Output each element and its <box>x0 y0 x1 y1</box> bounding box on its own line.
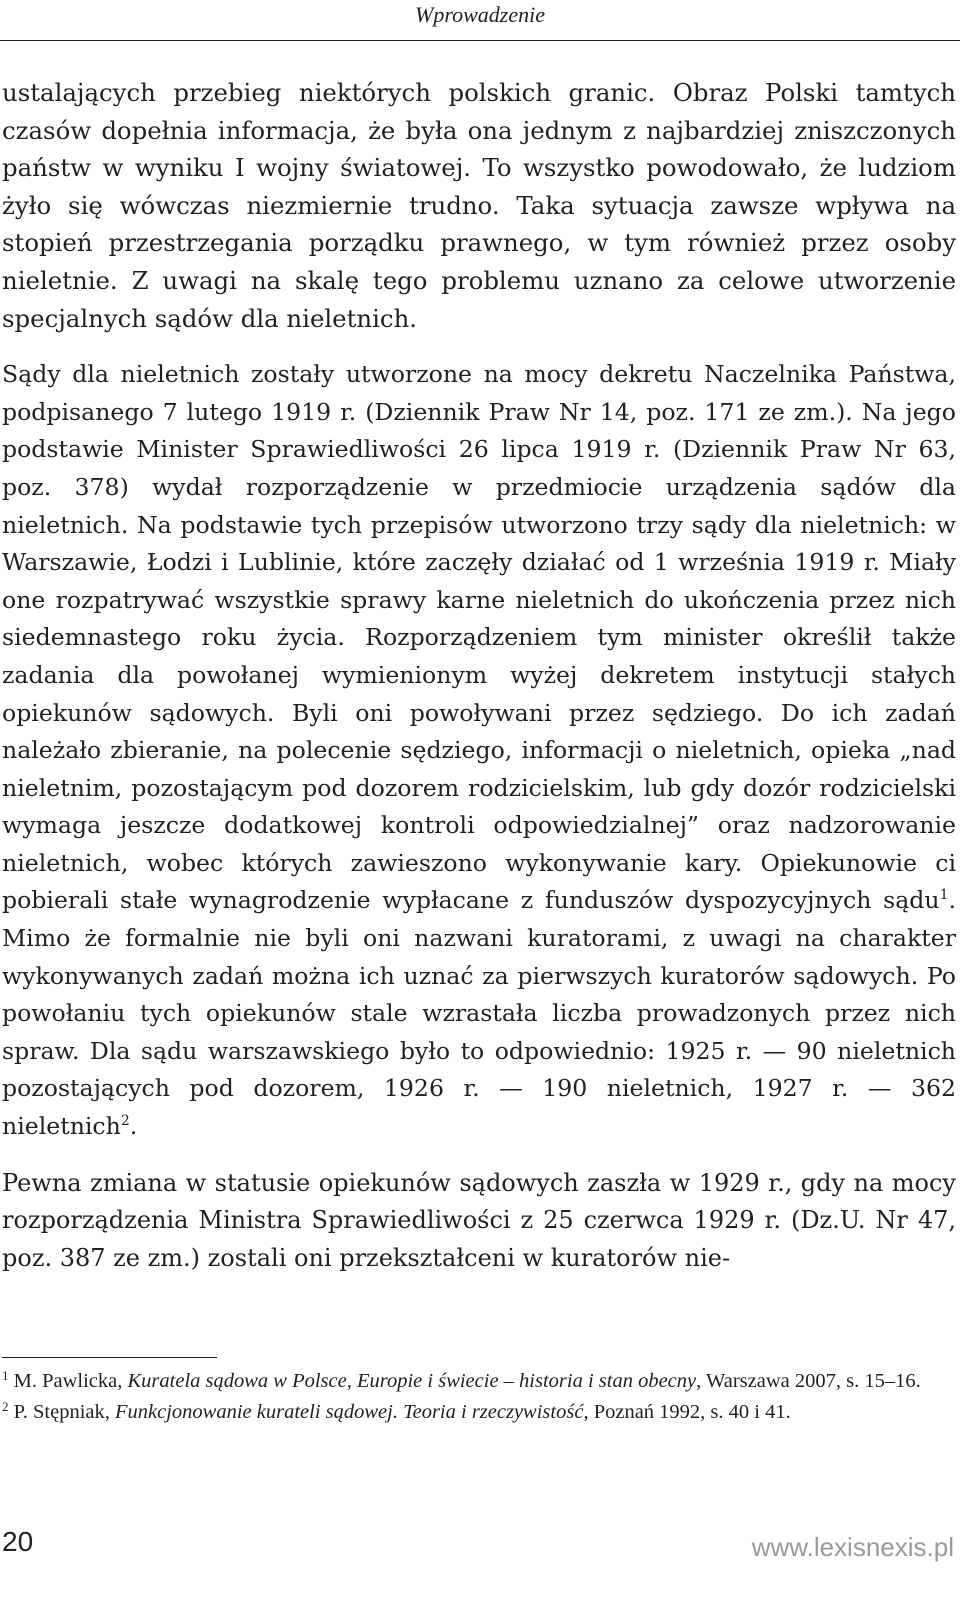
paragraph-1: ustalających przebieg niektórych polskich granic. Obraz Polski tamtych czasów dopełnia informacja, że była ona jednym z najbardziej zniszczonych państw w wyniku I wojny światowej. To wszystko powodowało, że ludziom żyło się wówczas niezmiernie trudno. Taka sytuacja zawsze wpływa na stopień przestrzegania porządku prawnego, w tym również przez osoby nieletnie. Z uwagi na skalę tego problemu uznano za celowe utworzenie specjalnych sądów dla nieletnich. <box>2 78 956 333</box>
footnote-1 <box>2 1366 954 1396</box>
footnote-1-author: M. Pawlicka, <box>8 1370 128 1392</box>
paragraph-2-text-a: Sądy dla nieletnich zostały utworzone na mocy dekretu Naczelnika Państwa, podpisanego 7 lutego 1919 r. (Dziennik Praw Nr 14, poz. 171 ze zm.). Na jego podstawie Minister Sprawiedliwości 26 lipca 1919 r. (Dziennik Praw Nr 63, poz. 378) wydał rozporządzenie w przedmiocie urządzenia sądów dla nieletnich. Na podstawie tych przepisów utworzono trzy sądy dla nieletnich: w Warszawie, Łodzi i Lublinie, które zaczęły działać od 1 września 1919 r. Miały one rozpatrywać wszystkie sprawy karne nieletnich do ukończenia przez nich siedemnastego roku życia. Rozporządzeniem tym minister określił także zadania dla powołanej wymienionym wyżej dekretem instytucji stałych opiekunów sądowych. Byli oni powoływani przez sędziego. Do ich zadań należało zbieranie, na polecenie sędziego, informacji o nieletnich, opieka „nad nieletnim, pozostającym pod dozorem rodzicielskim, lub gdy dozór rodzicielski wymaga jeszcze dodatkowej kontroli odpowiedzialnej” oraz nadzorowanie nieletnich, wobec których zawieszono wykonywanie kary. Opiekunowie ci pobierali stałe wynagrodzenie wypłacane z funduszów dyspozycyjnych sądu <box>2 360 956 915</box>
footnote-2-rest: , Poznań 1992, s. 40 i 41. <box>583 1401 791 1423</box>
footnote-1-rest: , Warszawa 2007, s. 15–16. <box>696 1370 921 1392</box>
footnote-ref-1[interactable]: 1 <box>939 887 949 904</box>
paragraph-2 <box>2 356 956 1145</box>
publisher-url[interactable]: www.lexisnexis.pl <box>751 1532 954 1562</box>
footnote-2 <box>2 1397 954 1427</box>
paragraph-2-text-c: . <box>129 1112 138 1141</box>
main-text <box>2 74 956 1296</box>
running-header <box>0 0 960 41</box>
footnotes <box>2 1366 954 1428</box>
footnote-ref-2[interactable]: 2 <box>120 1113 130 1130</box>
footnote-2-number: 2 <box>2 1399 9 1414</box>
footnote-separator <box>2 1357 217 1358</box>
footnote-1-number: 1 <box>2 1368 9 1383</box>
footnote-1-title: Kuratela sądowa w Polsce, Europie i świecie – historia i stan obecny <box>127 1370 697 1392</box>
footnote-2-title: Funkcjonowanie kurateli sądowej. Teoria i rzeczywistość <box>115 1401 584 1423</box>
running-header-title: Wprowadzenie <box>415 2 545 27</box>
paragraph-3: Pewna zmiana w statusie opiekunów sądowych zaszła w 1929 r., gdy na mocy rozporządzenia Ministra Sprawiedliwości z 25 czerwca 1929 r. (Dz.U. Nr 47, poz. 387 ze zm.) zostali oni przekształceni w kuratorów nie- <box>2 1168 956 1272</box>
paragraph-2-text-b: . Mimo że formalnie nie byli oni nazwani kuratorami, z uwagi na charakter wykonywanych zadań można ich uznać za pierwszych kuratorów sądowych. Po powołaniu tych opiekunów stale wzrastała liczba prowadzonych przez nich spraw. Dla sądu warszawskiego było to odpowiednio: 1925 r. — 90 nieletnich pozostających pod dozorem, 1926 r. — 190 nieletnich, 1927 r. — 362 nieletnich <box>2 886 956 1141</box>
footnote-2-author: P. Stępniak, <box>8 1401 115 1423</box>
page-number: 20 <box>2 1526 34 1557</box>
